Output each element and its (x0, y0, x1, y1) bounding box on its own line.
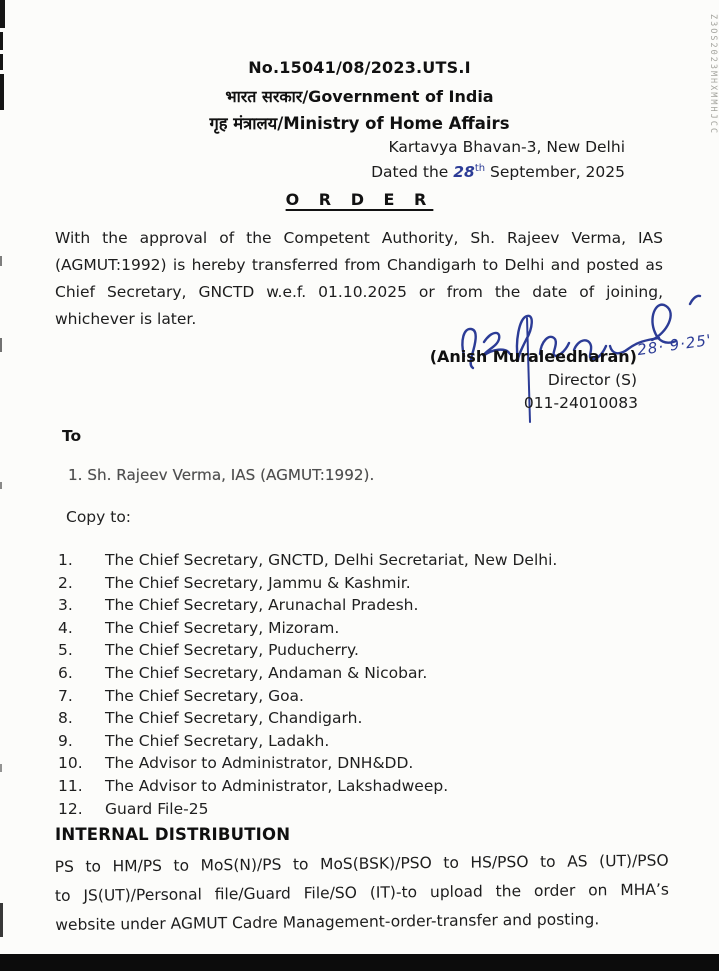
distribution-line: PS to HM/PS to MoS(N)/PS to MoS(BSK)/PSO to HS/PSO to AS (UT)/PSO (54, 851, 669, 877)
copy-to-row (58, 662, 668, 685)
body-line: With the approval of the Competent Authority, Sh. Rajeev Verma, IAS (55, 229, 663, 247)
copy-to-row (58, 707, 668, 730)
signatory-phone: 011-24010083 (523, 394, 638, 412)
row-text: The Chief Secretary, Arunachal Pradesh. (105, 596, 419, 615)
row-number: 3. (58, 596, 73, 615)
scan-edge-mark (0, 482, 2, 489)
scan-edge-mark (0, 764, 2, 772)
address-date-block (371, 136, 625, 183)
row-number: 11. (58, 776, 83, 795)
body-line: whichever is later. (55, 310, 197, 328)
address-line: Kartavya Bhavan-3, New Delhi (388, 138, 625, 156)
row-text: The Chief Secretary, Mizoram. (105, 618, 340, 637)
copy-to-row (58, 639, 668, 662)
government-line: भारत सरकार/Government of India (225, 87, 494, 106)
copy-to-row (58, 685, 668, 708)
copy-to-row (58, 549, 668, 572)
row-text: Guard File-25 (105, 799, 209, 818)
signatory-designation: Director (S) (547, 371, 637, 389)
row-number: 6. (58, 663, 73, 682)
row-text: The Chief Secretary, Goa. (105, 686, 304, 705)
row-number: 2. (58, 573, 73, 592)
handwritten-signature-date: 28· 9·25' (636, 330, 714, 360)
row-text: The Advisor to Administrator, DNH&DD. (105, 754, 414, 773)
row-text: The Advisor to Administrator, Lakshadweep. (105, 776, 449, 795)
to-label: To (62, 427, 82, 445)
row-number: 12. (58, 799, 83, 818)
row-text: The Chief Secretary, Puducherry. (105, 641, 359, 660)
copy-to-row (58, 775, 668, 798)
scan-edge-mark (0, 0, 5, 28)
scan-edge-mark (0, 32, 3, 50)
internal-distribution-paragraph (55, 847, 670, 940)
copy-to-list (58, 549, 668, 820)
body-line: Chief Secretary, GNCTD w.e.f. 01.10.2025 or from the date of joining, (55, 283, 663, 301)
scan-edge-mark (0, 74, 4, 110)
row-number: 7. (58, 686, 73, 705)
internal-distribution-heading: INTERNAL DISTRIBUTION (55, 825, 291, 844)
copy-to-label: Copy to: (66, 508, 132, 526)
copy-to-row (58, 752, 668, 775)
order-heading: O R D E R (285, 190, 434, 209)
copy-to-row (58, 594, 668, 617)
row-number: 9. (58, 731, 73, 750)
distribution-line: website under AGMUT Cadre Management-order-transfer and posting. (55, 910, 600, 934)
row-number: 8. (58, 709, 73, 728)
handwritten-day: 28 (453, 163, 475, 182)
signatory-name: (Anish Muraleedharan) (429, 347, 637, 366)
row-text: The Chief Secretary, Andaman & Nicobar. (105, 663, 428, 682)
copy-to-row (58, 572, 668, 595)
addressee-line: 1. Sh. Rajeev Verma, IAS (AGMUT:1992). (68, 466, 375, 484)
ministry-line: गृह मंत्रालय/Ministry of Home Affairs (209, 114, 510, 133)
row-number: 4. (58, 618, 73, 637)
scan-right-edge-text: Z3OS2023MHXMMHJCC (708, 14, 718, 135)
row-number: 5. (58, 641, 73, 660)
row-number: 1. (58, 551, 73, 569)
row-text: The Chief Secretary, Ladakh. (105, 731, 330, 750)
row-text: The Chief Secretary, Chandigarh. (105, 709, 363, 728)
copy-to-row (58, 617, 668, 640)
date-line: Dated the 28th September, 2025 (371, 163, 625, 182)
scan-edge-mark (0, 54, 3, 70)
handwritten-day-suffix: th (474, 163, 486, 174)
ref-number: No.15041/08/2023.UTS.I (248, 58, 471, 77)
copy-to-row (58, 798, 668, 821)
row-text: The Chief Secretary, GNCTD, Delhi Secretariat, New Delhi. (105, 551, 558, 569)
body-line: (AGMUT:1992) is hereby transferred from Chandigarh to Delhi and posted as (55, 256, 663, 274)
scan-edge-mark (0, 903, 3, 937)
distribution-line: to JS(UT)/Personal file/Guard File/SO (IT)-to upload the order on MHA’s (54, 880, 670, 905)
copy-to-row (58, 730, 668, 753)
scan-edge-mark (0, 256, 2, 266)
row-text: The Chief Secretary, Jammu & Kashmir. (105, 573, 411, 592)
scan-bottom-bar (0, 954, 719, 971)
scan-edge-mark (0, 338, 2, 352)
row-number: 10. (58, 754, 83, 773)
